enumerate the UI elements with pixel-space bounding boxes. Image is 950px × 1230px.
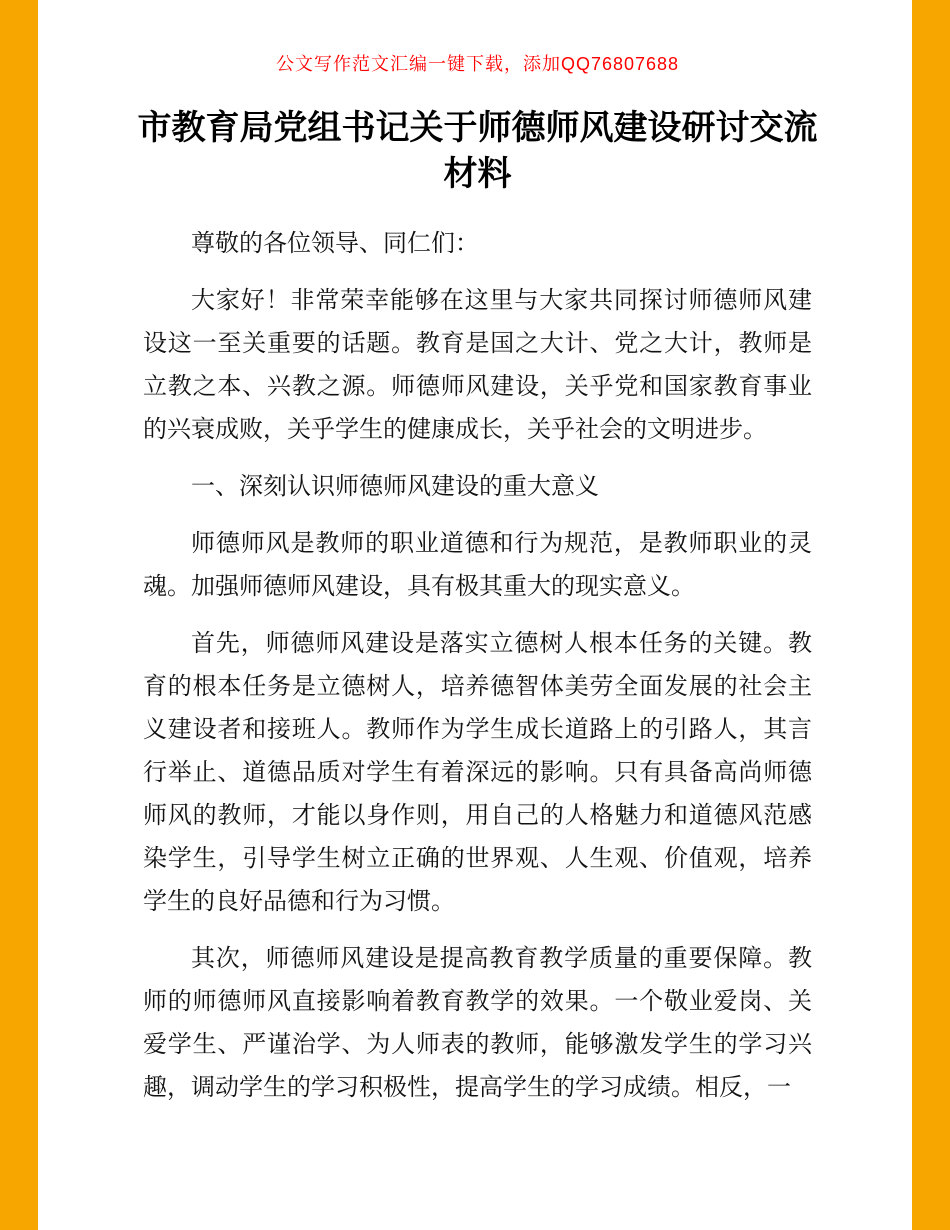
promo-banner: 公文写作范文汇编一键下载，添加QQ76807688 [275,54,680,74]
document-page [38,0,912,1230]
paragraph: 师德师风是教师的职业道德和行为规范，是教师职业的灵魂。加强师德师风建设，具有极其重大的现实意义。 [143,529,812,600]
document-body [143,222,812,1109]
paragraph: 其次，师德师风建设是提高教育教学质量的重要保障。教师的师德师风直接影响着教育教学的效果。一个敬业爱岗、关爱学生、严谨治学、为人师表的教师，能够激发学生的学习兴趣，调动学生的学习积极性，提高学生的学习成绩。相反，一 [143,944,812,1101]
paragraph: 首先，师德师风建设是落实立德树人根本任务的关键。教育的根本任务是立德树人，培养德智体美劳全面发展的社会主义建设者和接班人。教师作为学生成长道路上的引路人，其言行举止、道德品质对学生有着深远的影响。只有具备高尚师德师风的教师，才能以身作则，用自己的人格魅力和道德风范感染学生，引导学生树立正确的世界观、人生观、价值观，培养学生的良好品德和行为习惯。 [143,629,812,915]
paragraph-intro: 大家好！非常荣幸能够在这里与大家共同探讨师德师风建设这一至关重要的话题。教育是国之大计、党之大计，教师是立教之本、兴教之源。师德师风建设，关乎党和国家教育事业的兴衰成败，关乎学生的健康成长，关乎社会的文明进步。 [143,286,812,443]
document-title: 市教育局党组书记关于师德师风建设研讨交流材料 [137,109,818,193]
paragraph-salutation: 尊敬的各位领导、同仁们： [191,229,479,257]
section-heading-1: 一、深刻认识师德师风建设的重大意义 [191,472,599,500]
